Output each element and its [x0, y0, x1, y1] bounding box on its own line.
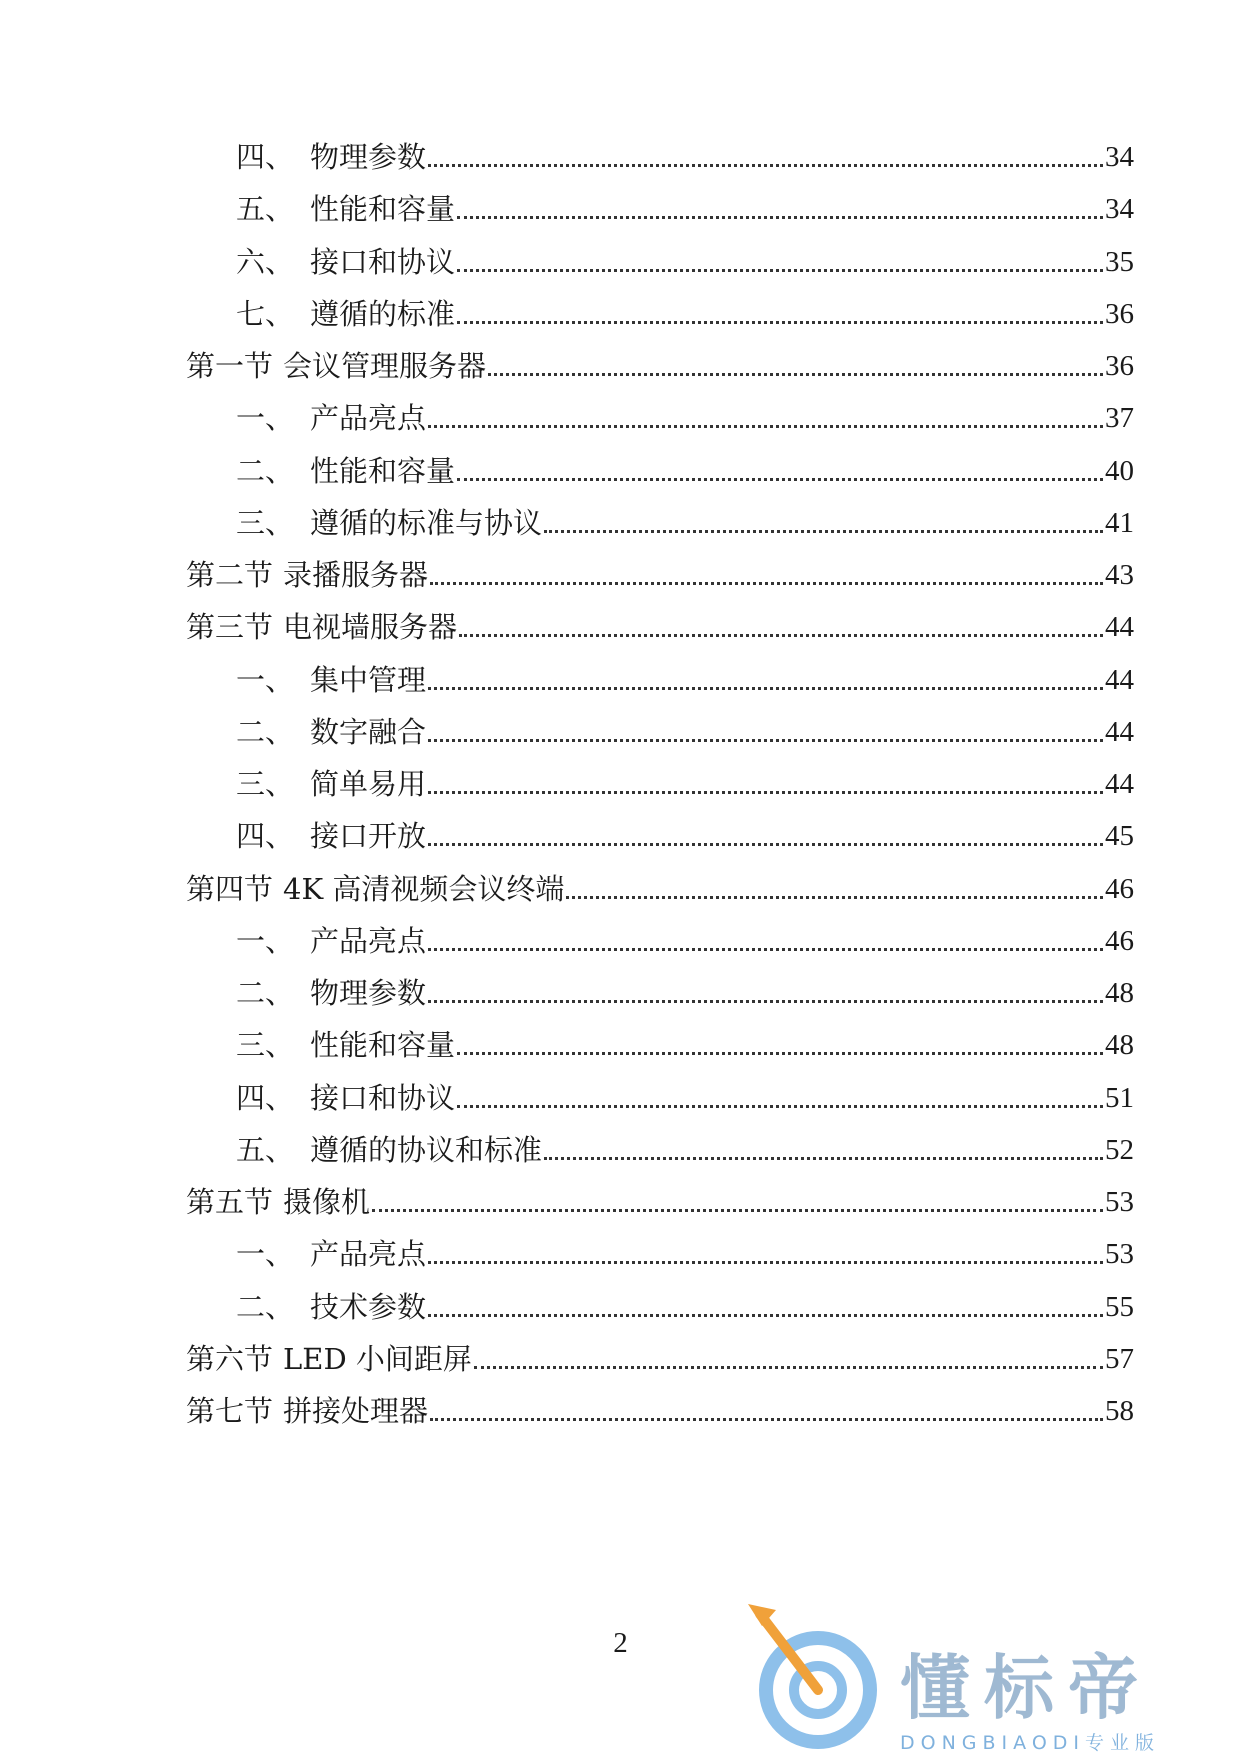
toc-entry-title: 拼接处理器 — [283, 1394, 429, 1428]
toc-entry[interactable] — [236, 294, 1134, 334]
dot-leader — [457, 215, 1103, 219]
toc-entry[interactable] — [236, 816, 1134, 856]
dot-leader — [428, 424, 1103, 428]
toc-entry-title: 产品亮点 — [310, 1237, 427, 1272]
toc-entry[interactable] — [236, 764, 1134, 804]
toc-entry-number: 二、 — [236, 714, 295, 749]
toc-entry-title: 简单易用 — [310, 767, 427, 801]
dot-leader — [428, 790, 1103, 794]
toc-entry-number: 三、 — [236, 505, 295, 540]
toc-entry-title: 物理参数 — [310, 976, 427, 1010]
toc-entry-title: 遵循的标准与协议 — [310, 505, 543, 540]
dot-leader — [457, 1051, 1103, 1055]
toc-entry-label — [236, 451, 455, 491]
toc-entry[interactable] — [236, 1234, 1134, 1274]
toc-entry-label — [236, 764, 426, 804]
toc-entry-label — [186, 869, 564, 909]
toc-entry-number: 第六节 — [186, 1341, 274, 1376]
toc-entry[interactable] — [236, 921, 1134, 961]
dot-leader — [474, 1365, 1103, 1369]
toc-entry-page: 53 — [1105, 1186, 1134, 1218]
toc-entry-number: 一、 — [236, 662, 295, 697]
toc-entry-number: 四、 — [236, 1080, 295, 1115]
toc-entry-number: 二、 — [236, 976, 295, 1010]
toc-entry-page: 36 — [1105, 297, 1134, 330]
toc-entry-page: 37 — [1105, 402, 1134, 435]
toc-entry-title: 遵循的协议和标准 — [310, 1132, 543, 1167]
toc-entry[interactable] — [236, 137, 1134, 177]
toc-entry-label — [236, 1287, 426, 1327]
toc-entry[interactable] — [236, 503, 1134, 543]
toc-entry-page: 57 — [1105, 1342, 1134, 1375]
toc-entry-title: 集中管理 — [310, 662, 427, 697]
dot-leader — [428, 842, 1103, 846]
toc-entry-title: 性能和容量 — [310, 453, 456, 488]
dot-leader — [457, 1104, 1103, 1108]
toc-entry-page: 34 — [1105, 141, 1134, 173]
toc-entry-label — [236, 137, 426, 177]
toc-entry-label — [236, 1078, 455, 1118]
toc-entry[interactable] — [236, 189, 1134, 229]
toc-entry[interactable] — [236, 973, 1134, 1013]
toc-entry-number: 四、 — [236, 819, 295, 854]
toc-entry-page: 52 — [1105, 1133, 1134, 1166]
toc-entry-label — [236, 921, 426, 961]
toc-entry-number: 第二节 — [186, 558, 274, 592]
toc-entry-page: 46 — [1105, 924, 1134, 957]
toc-entry[interactable] — [236, 242, 1134, 282]
dot-leader — [430, 1417, 1103, 1421]
toc-entry-label — [236, 712, 426, 752]
toc-entry-label — [236, 242, 455, 282]
toc-entry-page: 51 — [1105, 1081, 1134, 1114]
dot-leader — [566, 895, 1103, 899]
dot-leader — [428, 686, 1103, 690]
toc-entry-title: 性能和容量 — [310, 192, 456, 227]
toc-entry-number: 一、 — [236, 923, 295, 958]
toc-entry-page: 53 — [1105, 1238, 1134, 1271]
toc-entry[interactable] — [186, 1339, 1134, 1379]
toc-entry-title: 遵循的标准 — [310, 296, 456, 331]
toc-entry-page: 41 — [1105, 506, 1134, 539]
toc-entry[interactable] — [236, 451, 1134, 491]
toc-entry-number: 五、 — [236, 192, 295, 227]
toc-entry-number: 一、 — [236, 1237, 295, 1272]
toc-entry-title: 产品亮点 — [310, 923, 427, 958]
toc-entry-label — [186, 1339, 472, 1379]
toc-entry-number: 第三节 — [186, 610, 274, 645]
toc-entry[interactable] — [186, 1391, 1134, 1431]
toc-entry-number: 三、 — [236, 1028, 295, 1063]
toc-entry-number: 第五节 — [186, 1185, 274, 1219]
toc-entry-number: 三、 — [236, 767, 295, 801]
watermark-brand: 懂标帝 — [900, 1647, 1152, 1729]
toc-entry-label — [236, 294, 455, 334]
dot-leader — [457, 320, 1103, 324]
toc-entry[interactable] — [236, 712, 1134, 752]
toc-entry-number: 六、 — [236, 244, 295, 279]
toc-entry-title: 电视墙服务器 — [283, 610, 458, 645]
dot-leader — [488, 372, 1103, 376]
toc-entry-label — [186, 346, 486, 386]
toc-entry-title: 摄像机 — [283, 1185, 371, 1219]
dot-leader — [457, 268, 1103, 272]
toc-entry-page: 36 — [1105, 350, 1134, 382]
toc-entry-page: 48 — [1105, 977, 1134, 1009]
toc-entry-number: 第七节 — [186, 1394, 274, 1428]
toc-entry-label — [236, 1130, 542, 1170]
dot-leader — [428, 738, 1103, 742]
toc-entry-label — [186, 555, 428, 595]
toc-entry[interactable] — [236, 398, 1134, 438]
toc-entry[interactable] — [236, 1287, 1134, 1327]
toc-entry-number: 第四节 — [186, 871, 274, 906]
toc-entry-number: 一、 — [236, 401, 295, 436]
toc-entry-page: 40 — [1105, 454, 1134, 487]
toc-entry[interactable] — [186, 869, 1134, 909]
toc-entry-label — [236, 1234, 426, 1274]
toc-entry[interactable] — [236, 1130, 1134, 1170]
toc-entry[interactable] — [236, 660, 1134, 700]
dot-leader — [457, 477, 1103, 481]
dot-leader — [372, 1208, 1103, 1212]
dot-leader — [428, 163, 1103, 167]
toc-entry-title: 技术参数 — [310, 1289, 427, 1324]
toc-entry-title: 4K 高清视频会议终端 — [283, 871, 565, 906]
toc-entry[interactable] — [186, 555, 1134, 595]
toc-entry-label — [236, 973, 426, 1013]
toc-entry[interactable] — [186, 1182, 1134, 1222]
toc-entry-page: 46 — [1105, 872, 1134, 905]
toc-entry-page: 44 — [1105, 663, 1134, 696]
toc-entry-title: 数字融合 — [310, 714, 427, 749]
toc-entry-page: 45 — [1105, 820, 1134, 853]
page-number: 2 — [613, 1627, 628, 1659]
toc-entry-number: 二、 — [236, 1289, 295, 1324]
dot-leader — [428, 999, 1103, 1003]
toc-entry-title: 接口开放 — [310, 819, 427, 854]
toc-entry-number: 五、 — [236, 1132, 295, 1167]
toc-entry[interactable] — [186, 607, 1134, 647]
dot-leader — [544, 529, 1103, 533]
watermark-subtitle: DONGBIAODI专业版 — [900, 1732, 1161, 1754]
toc-entry-number: 二、 — [236, 453, 295, 488]
toc-entry-page: 35 — [1105, 245, 1134, 278]
watermark-logo — [740, 1590, 1241, 1754]
toc-entry-page: 58 — [1105, 1395, 1134, 1427]
toc-entry-page: 55 — [1105, 1290, 1134, 1323]
toc-entry-title: LED 小间距屏 — [283, 1341, 472, 1376]
toc-entry-label — [236, 1025, 455, 1065]
toc-entry-label — [186, 607, 457, 647]
toc-entry-title: 录播服务器 — [283, 558, 429, 592]
toc-entry-title: 接口和协议 — [310, 1080, 456, 1115]
toc-entry-label — [236, 660, 426, 700]
toc-entry[interactable] — [186, 346, 1134, 386]
dot-leader — [430, 581, 1103, 585]
toc-entry-number: 七、 — [236, 296, 295, 331]
dot-leader — [544, 1156, 1103, 1160]
target-icon — [740, 1590, 890, 1754]
toc-entry-page: 44 — [1105, 715, 1134, 748]
toc-entry[interactable] — [236, 1025, 1134, 1065]
toc-entry-label — [236, 398, 426, 438]
toc-entry-title: 接口和协议 — [310, 244, 456, 279]
dot-leader — [428, 1313, 1103, 1317]
toc-entry-page: 44 — [1105, 768, 1134, 800]
toc-entry-page: 43 — [1105, 559, 1134, 591]
toc-entry-label — [186, 1182, 370, 1222]
toc-entry-title: 产品亮点 — [310, 401, 427, 436]
dot-leader — [428, 1260, 1103, 1264]
toc-entry-number: 四、 — [236, 140, 295, 174]
toc-entry-label — [236, 189, 455, 229]
dot-leader — [459, 633, 1103, 637]
toc-entry-label — [186, 1391, 428, 1431]
toc-entry-title: 性能和容量 — [310, 1028, 456, 1063]
toc-entry-label — [236, 503, 542, 543]
toc-entry-label — [236, 816, 426, 856]
toc-entry-title: 物理参数 — [310, 140, 427, 174]
toc-entry-page: 34 — [1105, 193, 1134, 226]
toc-entry[interactable] — [236, 1078, 1134, 1118]
toc-entry-page: 48 — [1105, 1029, 1134, 1062]
toc-entry-title: 会议管理服务器 — [283, 349, 487, 383]
toc-entry-page: 44 — [1105, 611, 1134, 644]
toc-entry-number: 第一节 — [186, 349, 274, 383]
dot-leader — [428, 947, 1103, 951]
